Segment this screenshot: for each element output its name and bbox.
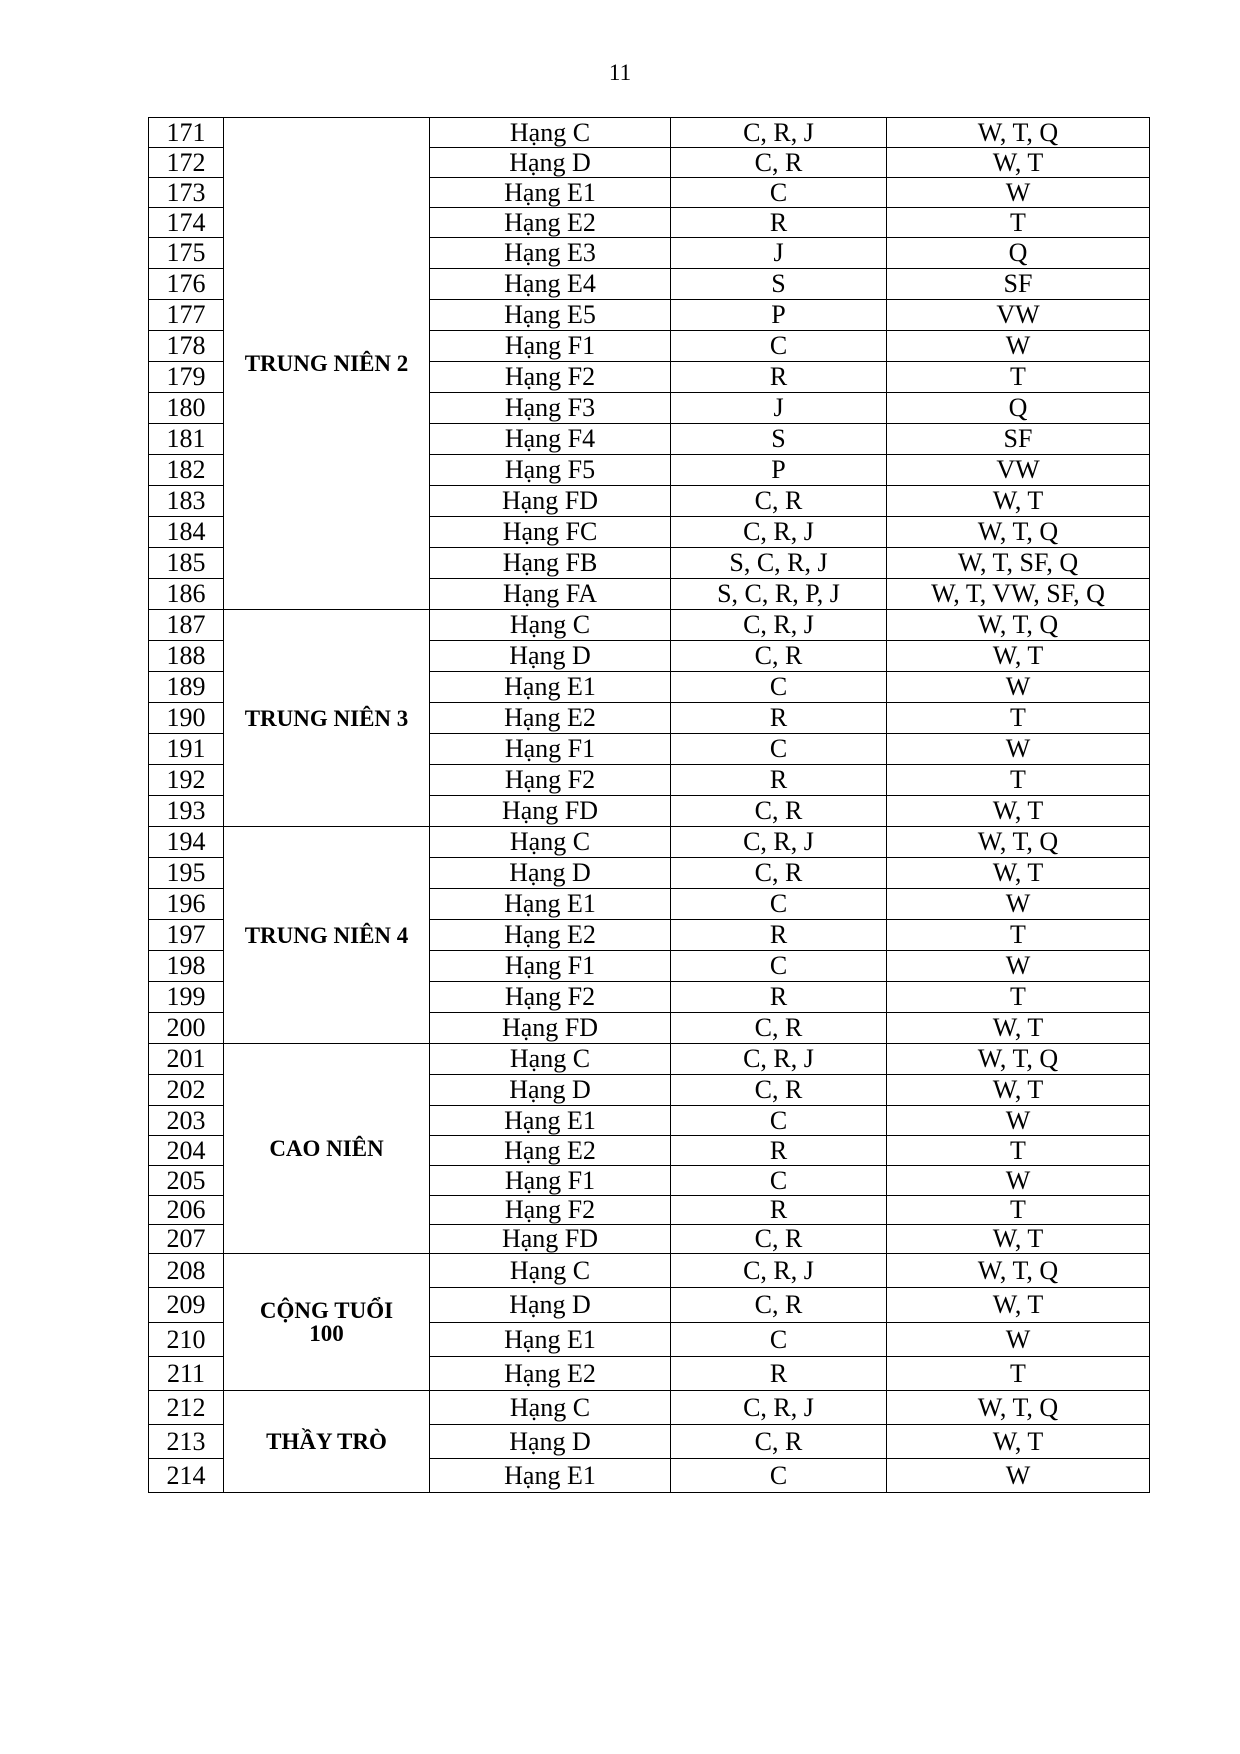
value-a-cell: C <box>671 1323 887 1357</box>
value-b-cell: W, T <box>887 1288 1150 1323</box>
table-row <box>149 610 1150 641</box>
rank-cell: Hạng E1 <box>430 1106 671 1136</box>
rank-cell: Hạng FD <box>430 1225 671 1254</box>
row-number: 205 <box>149 1166 224 1196</box>
value-a-cell: C, R, J <box>671 1391 887 1425</box>
value-b-cell: W, T, Q <box>887 827 1150 858</box>
value-a-cell: C, R, J <box>671 610 887 641</box>
value-a-cell: C <box>671 178 887 208</box>
rank-cell: Hạng E2 <box>430 703 671 734</box>
value-b-cell: W <box>887 734 1150 765</box>
row-number: 191 <box>149 734 224 765</box>
value-b-cell: W <box>887 1166 1150 1196</box>
group-name-cell: CAO NIÊN <box>224 1044 430 1254</box>
row-number: 183 <box>149 486 224 517</box>
value-b-cell: W, T, Q <box>887 1391 1150 1425</box>
value-a-cell: C <box>671 951 887 982</box>
rank-cell: Hạng E1 <box>430 889 671 920</box>
row-number: 172 <box>149 148 224 178</box>
group-name-cell: THẦY TRÒ <box>224 1391 430 1493</box>
rank-cell: Hạng D <box>430 148 671 178</box>
value-a-cell: S, C, R, J <box>671 548 887 579</box>
row-number: 185 <box>149 548 224 579</box>
row-number: 173 <box>149 178 224 208</box>
rank-cell: Hạng C <box>430 1044 671 1075</box>
row-number: 210 <box>149 1323 224 1357</box>
value-a-cell: R <box>671 982 887 1013</box>
value-b-cell: Q <box>887 393 1150 424</box>
value-a-cell: C, R, J <box>671 1044 887 1075</box>
group-name-cell: TRUNG NIÊN 4 <box>224 827 430 1044</box>
row-number: 208 <box>149 1254 224 1288</box>
value-a-cell: J <box>671 238 887 269</box>
value-a-cell: C, R <box>671 641 887 672</box>
value-b-cell: W, T <box>887 486 1150 517</box>
value-a-cell: R <box>671 208 887 238</box>
value-a-cell: C, R <box>671 486 887 517</box>
value-b-cell: W <box>887 1459 1150 1493</box>
row-number: 186 <box>149 579 224 610</box>
row-number: 195 <box>149 858 224 889</box>
value-a-cell: C <box>671 1166 887 1196</box>
rank-cell: Hạng F1 <box>430 331 671 362</box>
row-number: 175 <box>149 238 224 269</box>
value-a-cell: C, R, J <box>671 827 887 858</box>
rank-cell: Hạng F2 <box>430 362 671 393</box>
value-a-cell: C <box>671 734 887 765</box>
rank-cell: Hạng F1 <box>430 1166 671 1196</box>
row-number: 176 <box>149 269 224 300</box>
value-b-cell: W, T, Q <box>887 517 1150 548</box>
rank-cell: Hạng FD <box>430 486 671 517</box>
value-a-cell: C <box>671 1106 887 1136</box>
value-a-cell: P <box>671 300 887 331</box>
value-b-cell: W, T <box>887 641 1150 672</box>
value-a-cell: C, R, J <box>671 118 887 148</box>
value-b-cell: W <box>887 1323 1150 1357</box>
value-a-cell: C, R <box>671 1425 887 1459</box>
value-b-cell: T <box>887 982 1150 1013</box>
value-b-cell: W, T, Q <box>887 1044 1150 1075</box>
row-number: 174 <box>149 208 224 238</box>
value-a-cell: S <box>671 269 887 300</box>
rank-cell: Hạng E4 <box>430 269 671 300</box>
value-a-cell: C, R <box>671 148 887 178</box>
rank-cell: Hạng D <box>430 858 671 889</box>
rank-cell: Hạng C <box>430 1391 671 1425</box>
row-number: 209 <box>149 1288 224 1323</box>
row-number: 213 <box>149 1425 224 1459</box>
value-a-cell: R <box>671 920 887 951</box>
value-b-cell: W, T <box>887 1225 1150 1254</box>
row-number: 202 <box>149 1075 224 1106</box>
value-a-cell: S <box>671 424 887 455</box>
value-a-cell: R <box>671 1196 887 1225</box>
rank-cell: Hạng F3 <box>430 393 671 424</box>
rank-cell: Hạng FB <box>430 548 671 579</box>
value-b-cell: W <box>887 951 1150 982</box>
row-number: 198 <box>149 951 224 982</box>
value-b-cell: W, T, SF, Q <box>887 548 1150 579</box>
registration-table <box>148 117 1150 1493</box>
rank-cell: Hạng F1 <box>430 734 671 765</box>
value-b-cell: T <box>887 362 1150 393</box>
value-b-cell: VW <box>887 455 1150 486</box>
value-a-cell: R <box>671 703 887 734</box>
row-number: 192 <box>149 765 224 796</box>
value-b-cell: SF <box>887 424 1150 455</box>
rank-cell: Hạng F2 <box>430 982 671 1013</box>
row-number: 207 <box>149 1225 224 1254</box>
row-number: 178 <box>149 331 224 362</box>
rank-cell: Hạng FC <box>430 517 671 548</box>
value-a-cell: C, R <box>671 1288 887 1323</box>
value-b-cell: SF <box>887 269 1150 300</box>
rank-cell: Hạng E1 <box>430 1323 671 1357</box>
row-number: 193 <box>149 796 224 827</box>
rank-cell: Hạng FA <box>430 579 671 610</box>
group-name-cell: CỘNG TUỔI 100 <box>224 1254 430 1391</box>
rank-cell: Hạng F1 <box>430 951 671 982</box>
value-b-cell: W, T <box>887 1013 1150 1044</box>
row-number: 189 <box>149 672 224 703</box>
value-a-cell: J <box>671 393 887 424</box>
value-a-cell: R <box>671 1357 887 1391</box>
rank-cell: Hạng D <box>430 641 671 672</box>
value-b-cell: T <box>887 1357 1150 1391</box>
value-b-cell: W <box>887 331 1150 362</box>
value-b-cell: W, T, Q <box>887 610 1150 641</box>
rank-cell: Hạng FD <box>430 796 671 827</box>
rank-cell: Hạng E2 <box>430 920 671 951</box>
value-b-cell: T <box>887 765 1150 796</box>
value-a-cell: C, R <box>671 1013 887 1044</box>
rank-cell: Hạng C <box>430 1254 671 1288</box>
row-number: 203 <box>149 1106 224 1136</box>
rank-cell: Hạng E2 <box>430 1357 671 1391</box>
value-a-cell: P <box>671 455 887 486</box>
value-a-cell: C <box>671 331 887 362</box>
value-b-cell: W, T, Q <box>887 1254 1150 1288</box>
group-name-cell: TRUNG NIÊN 3 <box>224 610 430 827</box>
value-b-cell: T <box>887 920 1150 951</box>
table-row <box>149 1391 1150 1425</box>
value-a-cell: C, R <box>671 796 887 827</box>
value-b-cell: W, T, VW, SF, Q <box>887 579 1150 610</box>
row-number: 196 <box>149 889 224 920</box>
value-b-cell: W, T <box>887 858 1150 889</box>
value-b-cell: W, T <box>887 148 1150 178</box>
value-a-cell: C <box>671 889 887 920</box>
rank-cell: Hạng C <box>430 827 671 858</box>
rank-cell: Hạng D <box>430 1288 671 1323</box>
row-number: 194 <box>149 827 224 858</box>
value-a-cell: C, R, J <box>671 517 887 548</box>
value-b-cell: W <box>887 178 1150 208</box>
rank-cell: Hạng D <box>430 1075 671 1106</box>
rank-cell: Hạng F2 <box>430 765 671 796</box>
rank-cell: Hạng C <box>430 610 671 641</box>
value-b-cell: T <box>887 1136 1150 1166</box>
rank-cell: Hạng C <box>430 118 671 148</box>
rank-cell: Hạng E2 <box>430 1136 671 1166</box>
row-number: 200 <box>149 1013 224 1044</box>
rank-cell: Hạng D <box>430 1425 671 1459</box>
row-number: 171 <box>149 118 224 148</box>
row-number: 180 <box>149 393 224 424</box>
row-number: 184 <box>149 517 224 548</box>
value-a-cell: R <box>671 765 887 796</box>
value-b-cell: W, T <box>887 1425 1150 1459</box>
row-number: 179 <box>149 362 224 393</box>
row-number: 197 <box>149 920 224 951</box>
value-a-cell: R <box>671 1136 887 1166</box>
value-a-cell: R <box>671 362 887 393</box>
table-row <box>149 1044 1150 1075</box>
row-number: 199 <box>149 982 224 1013</box>
row-number: 206 <box>149 1196 224 1225</box>
table-row <box>149 118 1150 148</box>
rank-cell: Hạng F2 <box>430 1196 671 1225</box>
row-number: 188 <box>149 641 224 672</box>
value-a-cell: C <box>671 672 887 703</box>
row-number: 201 <box>149 1044 224 1075</box>
value-a-cell: C <box>671 1459 887 1493</box>
value-b-cell: Q <box>887 238 1150 269</box>
value-b-cell: W <box>887 1106 1150 1136</box>
row-number: 214 <box>149 1459 224 1493</box>
value-b-cell: W <box>887 889 1150 920</box>
rank-cell: Hạng F5 <box>430 455 671 486</box>
value-b-cell: W, T <box>887 1075 1150 1106</box>
row-number: 177 <box>149 300 224 331</box>
table-row <box>149 827 1150 858</box>
row-number: 211 <box>149 1357 224 1391</box>
rank-cell: Hạng E1 <box>430 1459 671 1493</box>
group-name-cell: TRUNG NIÊN 2 <box>224 118 430 610</box>
table-row <box>149 1254 1150 1288</box>
row-number: 181 <box>149 424 224 455</box>
value-a-cell: C, R, J <box>671 1254 887 1288</box>
rank-cell: Hạng E1 <box>430 178 671 208</box>
value-a-cell: C, R <box>671 1075 887 1106</box>
value-a-cell: C, R <box>671 1225 887 1254</box>
row-number: 204 <box>149 1136 224 1166</box>
value-b-cell: W, T, Q <box>887 118 1150 148</box>
row-number: 187 <box>149 610 224 641</box>
value-b-cell: W <box>887 672 1150 703</box>
rank-cell: Hạng F4 <box>430 424 671 455</box>
table-body <box>149 118 1150 1493</box>
row-number: 212 <box>149 1391 224 1425</box>
rank-cell: Hạng E3 <box>430 238 671 269</box>
value-b-cell: T <box>887 208 1150 238</box>
rank-cell: Hạng E1 <box>430 672 671 703</box>
value-b-cell: VW <box>887 300 1150 331</box>
rank-cell: Hạng E5 <box>430 300 671 331</box>
value-b-cell: T <box>887 703 1150 734</box>
row-number: 190 <box>149 703 224 734</box>
value-a-cell: C, R <box>671 858 887 889</box>
row-number: 182 <box>149 455 224 486</box>
value-b-cell: W, T <box>887 796 1150 827</box>
page-number: 11 <box>608 60 632 85</box>
rank-cell: Hạng E2 <box>430 208 671 238</box>
rank-cell: Hạng FD <box>430 1013 671 1044</box>
value-a-cell: S, C, R, P, J <box>671 579 887 610</box>
value-b-cell: T <box>887 1196 1150 1225</box>
